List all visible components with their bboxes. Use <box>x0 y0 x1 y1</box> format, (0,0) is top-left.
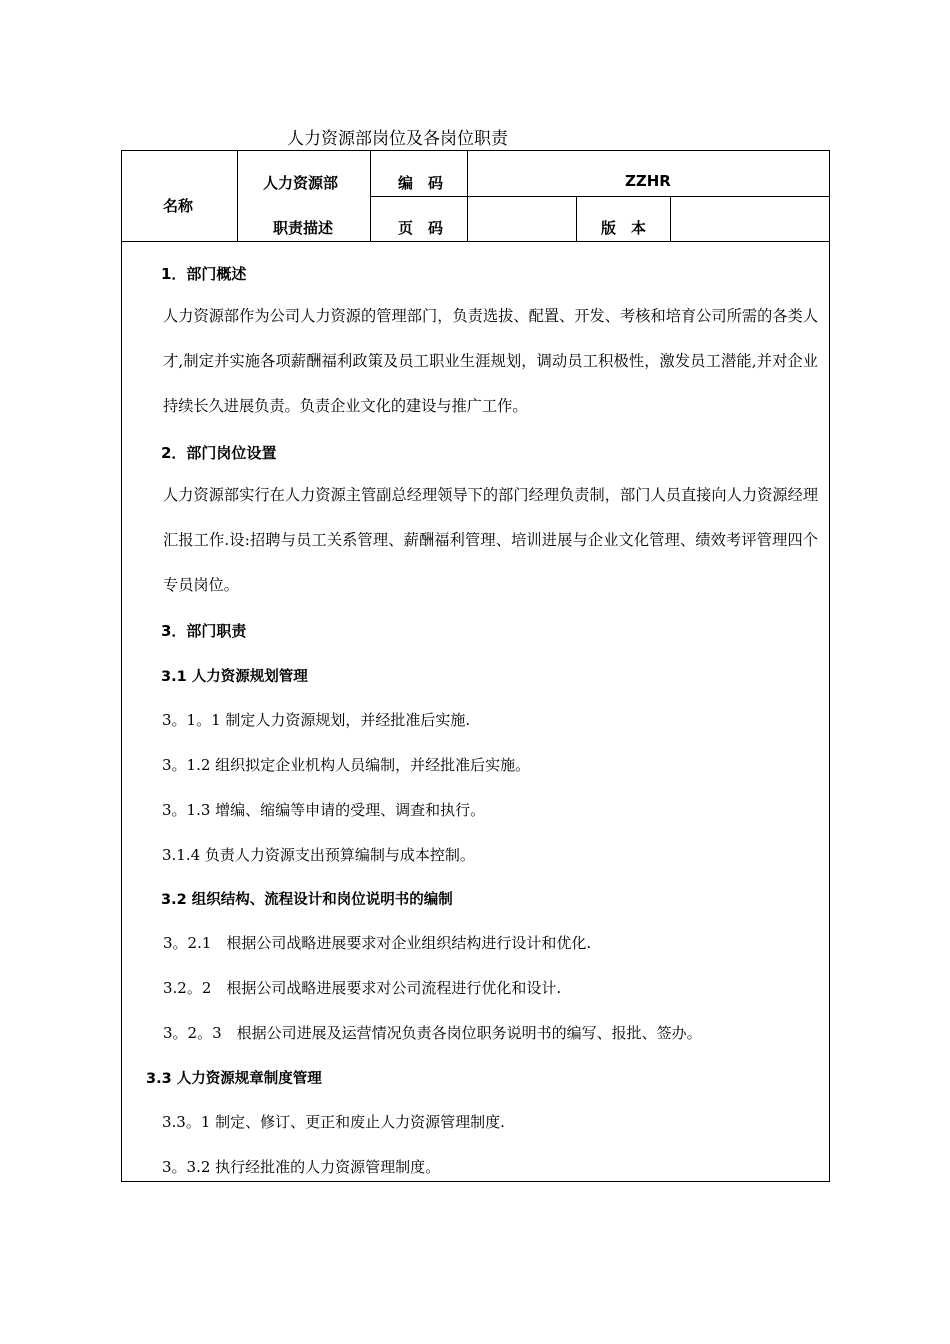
code-label: 编 码 <box>398 174 444 192</box>
list-item: 3.1.4 负责人力资源支出预算编制与成本控制。 <box>162 846 475 864</box>
code-value: ZZHR <box>625 172 671 190</box>
subsection-heading-3-3: 3.3 人力资源规章制度管理 <box>146 1071 322 1087</box>
document-title: 人力资源部岗位及各岗位职责 <box>287 129 508 149</box>
list-item: 3。1。1 制定人力资源规划，并经批准后实施. <box>162 711 471 729</box>
subsection-heading-3-2: 3.2 组织结构、流程设计和岗位说明书的编制 <box>161 892 453 908</box>
overview-paragraph: 人力资源部作为公司人力资源的管理部门，负责选拔、配置、开发、考核和培育公司所需的各类人才,制定并实施各项薪酬福利政策及员工职业生涯规划，调动员工积极性，激发员工潜能,并对企业持续长久进展负责。负责企业文化的建设与推广工作。 <box>163 307 818 415</box>
positions-paragraph: 人力资源部实行在人力资源主管副总经理领导下的部门经理负责制，部门人员直接向人力资源经理汇报工作.设:招聘与员工关系管理、薪酬福利管理、培训进展与企业文化管理、绩效考评管理四个专员岗位。 <box>163 486 818 594</box>
grid-line <box>121 241 830 242</box>
grid-line <box>576 196 577 242</box>
list-item: 3.3。1 制定、修订、更正和废止人力资源管理制度. <box>162 1113 505 1131</box>
list-item: 3。2。3 根据公司进展及运营情况负责各岗位职务说明书的编写、报批、签办。 <box>163 1024 702 1042</box>
list-item: 3。3.2 执行经批准的人力资源管理制度。 <box>162 1158 441 1176</box>
dept-name: 人力资源部 <box>263 174 339 192</box>
list-item: 3。1.2 组织拟定企业机构人员编制，并经批准后实施。 <box>162 756 531 774</box>
list-item: 3。1.3 增编、缩编等申请的受理、调查和执行。 <box>162 801 486 819</box>
grid-line <box>237 150 238 242</box>
page-label: 页 码 <box>398 219 444 237</box>
section-heading-overview: 1．部门概述 <box>161 265 247 283</box>
subsection-heading-3-1: 3.1 人力资源规划管理 <box>161 669 308 685</box>
name-label: 名称 <box>163 197 194 215</box>
list-item: 3.2。2 根据公司战略进展要求对公司流程进行优化和设计. <box>163 979 562 997</box>
grid-line <box>670 196 671 242</box>
list-item: 3。2.1 根据公司战略进展要求对企业组织结构进行设计和优化. <box>163 934 592 952</box>
grid-line <box>370 196 830 197</box>
section-heading-positions: 2．部门岗位设置 <box>161 444 277 462</box>
doc-type: 职责描述 <box>273 219 334 237</box>
version-label: 版 本 <box>601 219 647 237</box>
section-heading-duties: 3．部门职责 <box>161 622 247 640</box>
